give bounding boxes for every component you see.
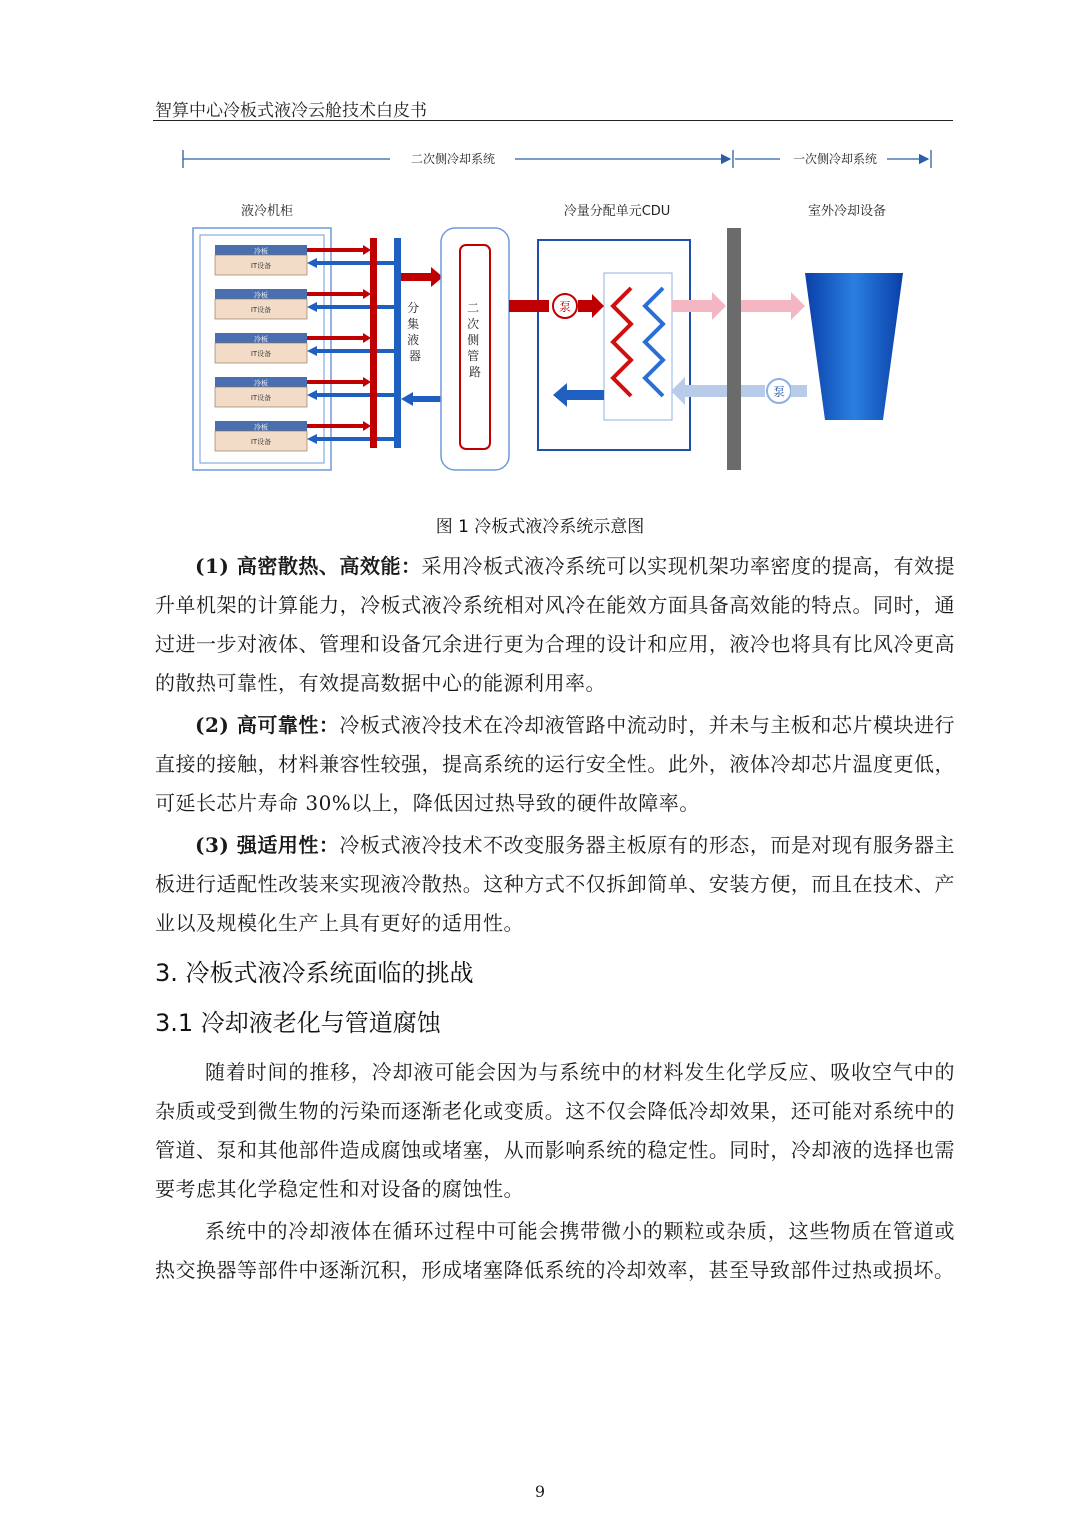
hot-branch-arrow: [363, 421, 371, 431]
secondary-system-label: 二次侧冷却系统: [410, 152, 496, 166]
outdoor-label: 室外冷却设备: [807, 204, 887, 219]
item-2-lead: (2) 高可靠性：: [195, 713, 340, 737]
cold-plate-label: 冷板: [254, 247, 268, 256]
hot-branch-arrow: [363, 245, 371, 255]
item-2: [155, 706, 955, 823]
cooling-system-diagram: [175, 140, 945, 480]
it-device-label: IT设备: [250, 394, 272, 402]
system-boundary-wall: [727, 228, 741, 470]
hot-branch-line: [307, 380, 367, 384]
hot-branch-arrow: [363, 289, 371, 299]
hot-branch-arrow: [363, 333, 371, 343]
server-unit: [215, 377, 395, 407]
server-unit: [215, 333, 395, 363]
hot-branch-line: [307, 248, 367, 252]
secondary-pipe-label: 二 次 侧 管 路: [467, 301, 482, 379]
cold-plate-label: 冷板: [254, 423, 268, 432]
cabinet-label: 液冷机柜: [240, 204, 294, 219]
manifold-label: 分 集 液 器: [407, 301, 422, 363]
figure-caption: 图 1 冷板式液冷系统示意图: [435, 517, 645, 537]
primary-pump-icon: 泵: [772, 385, 786, 399]
item-3-text: 冷板式液冷技术不改变服务器主板原有的形态，而是对现有服务器主板进行适配性改装来实现液冷散热。这种方式不仅拆卸简单、安装方便，而且在技术、产业以及规模化生产上具有更好的适用性。: [155, 833, 956, 935]
item-1-lead: (1) 高密散热、高效能：: [195, 554, 422, 578]
cooling-tower: [805, 273, 903, 420]
body-paragraph-2: 系统中的冷却液体在循环过程中可能会携带微小的颗粒或杂质，这些物质在管道或热交换器等部件中逐渐沉积，形成堵塞降低系统的冷却效率，甚至导致部件过热或损坏。: [155, 1219, 955, 1282]
hot-branch-line: [307, 336, 367, 340]
cold-plate-label: 冷板: [254, 335, 268, 344]
server-unit: [215, 421, 395, 451]
it-device-label: IT设备: [250, 438, 272, 446]
cold-branch-line: [315, 349, 395, 353]
secondary-pump-icon: 泵: [558, 300, 572, 314]
header-rule: [153, 120, 953, 121]
section-3-heading: 3. 冷板式液冷系统面临的挑战: [155, 959, 474, 987]
cold-branch-line: [315, 305, 395, 309]
it-device-label: IT设备: [250, 306, 272, 314]
server-unit: [215, 289, 395, 319]
it-device-label: IT设备: [250, 350, 272, 358]
cdu-label: 冷量分配单元CDU: [563, 204, 671, 219]
cold-manifold-pipe: [394, 238, 401, 448]
cold-plate-label: 冷板: [254, 291, 268, 300]
page-number: 9: [534, 1482, 546, 1501]
hot-branch-arrow: [363, 377, 371, 387]
cold-branch-line: [315, 437, 395, 441]
primary-system-label: 一次侧冷却系统: [792, 152, 878, 166]
item-3: [155, 826, 955, 943]
item-1: [155, 547, 955, 703]
cold-branch-line: [315, 393, 395, 397]
section-3-1-heading: 3.1 冷却液老化与管道腐蚀: [155, 1009, 441, 1037]
hot-manifold-pipe: [370, 238, 377, 448]
body-paragraph-1: 随着时间的推移，冷却液可能会因为与系统中的材料发生化学反应、吸收空气中的杂质或受到微生物的污染而逐渐老化或变质。这不仅会降低冷却效果，还可能对系统中的管道、泵和其他部件造成腐蚀或堵塞，从而影响系统的稳定性。同时，冷却液的选择也需要考虑其化学稳定性和对设备的腐蚀性。: [155, 1060, 955, 1201]
item-2-text: 冷板式液冷技术在冷却液管路中流动时，并未与主板和芯片模块进行直接的接触，材料兼容性较强，提高系统的运行安全性。此外，液体冷却芯片温度更低，可延长芯片寿命 30%以上，降低因过热导致的硬件故障率。: [155, 713, 956, 815]
item-1-text: 采用冷板式液冷系统可以实现机架功率密度的提高，有效提升单机架的计算能力，冷板式液冷系统相对风冷在能效方面具备高效能的特点。同时，通过进一步对液体、管理和设备冗余进行更为合理的设计和应用，液冷也将具有比风冷更高的散热可靠性，有效提高数据中心的能源利用率。: [155, 554, 956, 695]
running-header: 智算中心冷板式液冷云舱技术白皮书: [155, 101, 427, 121]
secondary-pipe-inner: [460, 245, 490, 449]
hot-branch-line: [307, 424, 367, 428]
cold-plate-label: 冷板: [254, 379, 268, 388]
it-device-label: IT设备: [250, 262, 272, 270]
heat-exchanger: [604, 273, 672, 420]
item-3-lead: (3) 强适用性：: [195, 833, 340, 857]
hot-branch-line: [307, 292, 367, 296]
server-unit: [215, 245, 395, 275]
cold-branch-line: [315, 261, 395, 265]
